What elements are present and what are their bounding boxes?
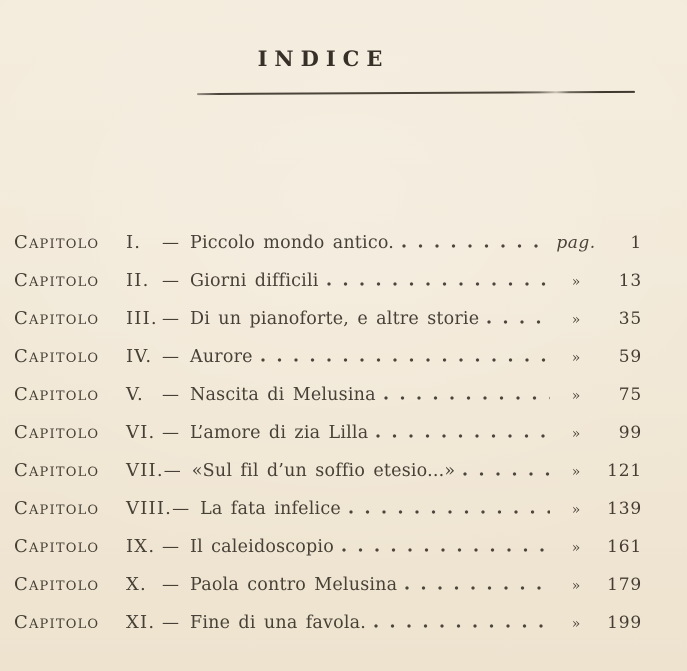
chapter-title: L’amore di zia Lilla	[190, 423, 369, 443]
page-number: 59	[618, 347, 642, 367]
chapter-word: Capitolo	[14, 536, 100, 557]
chapter-numeral: IV.	[126, 346, 153, 367]
dot-leader	[463, 472, 550, 476]
chapter-numeral: VII.	[126, 460, 164, 481]
page-marker: »	[571, 312, 581, 328]
dash: —	[162, 271, 179, 291]
toc-row	[14, 414, 642, 452]
page-marker: »	[571, 540, 581, 556]
toc-row	[14, 566, 642, 604]
dot-leader	[261, 358, 550, 362]
dot-leader	[376, 434, 550, 438]
page-number: 35	[618, 309, 642, 329]
dash: —	[162, 233, 179, 253]
page-marker: pag.	[556, 233, 596, 253]
chapter-numeral: V.	[126, 384, 144, 405]
chapter-word: Capitolo	[14, 346, 100, 367]
chapter-numeral: X.	[126, 574, 147, 595]
chapter-title: La fata infelice	[200, 499, 341, 519]
toc-row	[14, 262, 642, 300]
toc-row	[14, 224, 642, 262]
dot-leader	[405, 586, 550, 590]
chapter-word: Capitolo	[14, 498, 100, 519]
chapter-title: «Sul fil d’un soffio etesio...»	[191, 461, 456, 481]
chapter-title: Il caleidoscopio	[190, 537, 334, 557]
dash: —	[163, 461, 181, 481]
chapter-word: Capitolo	[14, 612, 100, 633]
chapter-numeral: VIII.	[126, 498, 173, 519]
table-of-contents	[14, 224, 642, 642]
chapter-label	[14, 300, 162, 338]
chapter-title: Piccolo mondo antico.	[190, 233, 395, 253]
page-marker: »	[571, 426, 581, 442]
chapter-label	[14, 528, 162, 566]
page-number: 161	[607, 537, 642, 557]
toc-row	[14, 376, 642, 414]
page-marker: »	[571, 616, 581, 632]
dash: —	[162, 423, 179, 443]
page-number: 199	[607, 613, 642, 633]
page-number: 13	[618, 271, 642, 291]
chapter-label	[14, 338, 162, 376]
toc-row	[14, 528, 642, 566]
dot-leader	[384, 396, 550, 400]
chapter-numeral: IX.	[126, 536, 156, 557]
chapter-title: Di un pianoforte, e altre storie	[190, 309, 480, 329]
dot-leader	[402, 244, 550, 248]
chapter-label	[14, 566, 162, 604]
dash: —	[172, 499, 190, 519]
chapter-word: Capitolo	[14, 574, 100, 595]
dash: —	[162, 537, 179, 557]
chapter-numeral: I.	[126, 232, 142, 253]
page-title: INDICE	[257, 46, 390, 71]
page-number: 121	[607, 461, 642, 481]
chapter-word: Capitolo	[14, 232, 100, 253]
toc-row	[14, 490, 642, 528]
chapter-word: Capitolo	[14, 384, 100, 405]
dot-leader	[327, 282, 550, 286]
page-marker: »	[571, 388, 581, 404]
page-number: 139	[607, 499, 642, 519]
chapter-label	[14, 414, 162, 452]
chapter-word: Capitolo	[14, 308, 100, 329]
page-number: 179	[607, 575, 642, 595]
page-marker: »	[571, 502, 581, 518]
chapter-label	[14, 262, 162, 300]
dash: —	[162, 309, 179, 329]
chapter-word: Capitolo	[14, 422, 100, 443]
chapter-title: Aurore	[190, 347, 253, 367]
page-number: 75	[618, 385, 642, 405]
chapter-numeral: XI.	[126, 612, 156, 633]
page-marker: »	[571, 274, 581, 290]
chapter-title: Paola contro Melusina	[190, 575, 398, 595]
page-marker: »	[571, 464, 581, 480]
chapter-label	[14, 224, 162, 262]
page-number: 99	[618, 423, 642, 443]
page-number: 1	[630, 233, 642, 253]
page-marker: »	[571, 578, 581, 594]
chapter-label	[14, 452, 164, 490]
chapter-title: Nascita di Melusina	[190, 385, 376, 405]
dot-leader	[349, 510, 550, 514]
dash: —	[162, 575, 179, 595]
toc-row	[14, 604, 642, 642]
title-rule	[197, 91, 635, 95]
toc-row	[14, 338, 642, 376]
dash: —	[162, 613, 179, 633]
chapter-title: Giorni difficili	[190, 271, 319, 291]
chapter-label	[14, 604, 162, 642]
chapter-word: Capitolo	[14, 270, 100, 291]
chapter-numeral: III.	[126, 308, 158, 329]
chapter-numeral: VI.	[126, 422, 156, 443]
chapter-label	[14, 490, 172, 528]
dash: —	[162, 347, 179, 367]
toc-row	[14, 452, 642, 490]
chapter-numeral: II.	[126, 270, 150, 291]
dash: —	[162, 385, 179, 405]
chapter-title: Fine di una favola.	[190, 613, 367, 633]
dot-leader	[342, 548, 550, 552]
toc-row	[14, 300, 642, 338]
dot-leader	[487, 320, 550, 324]
chapter-word: Capitolo	[14, 460, 100, 481]
dot-leader	[374, 624, 550, 628]
chapter-label	[14, 376, 162, 414]
page-marker: »	[571, 350, 581, 366]
